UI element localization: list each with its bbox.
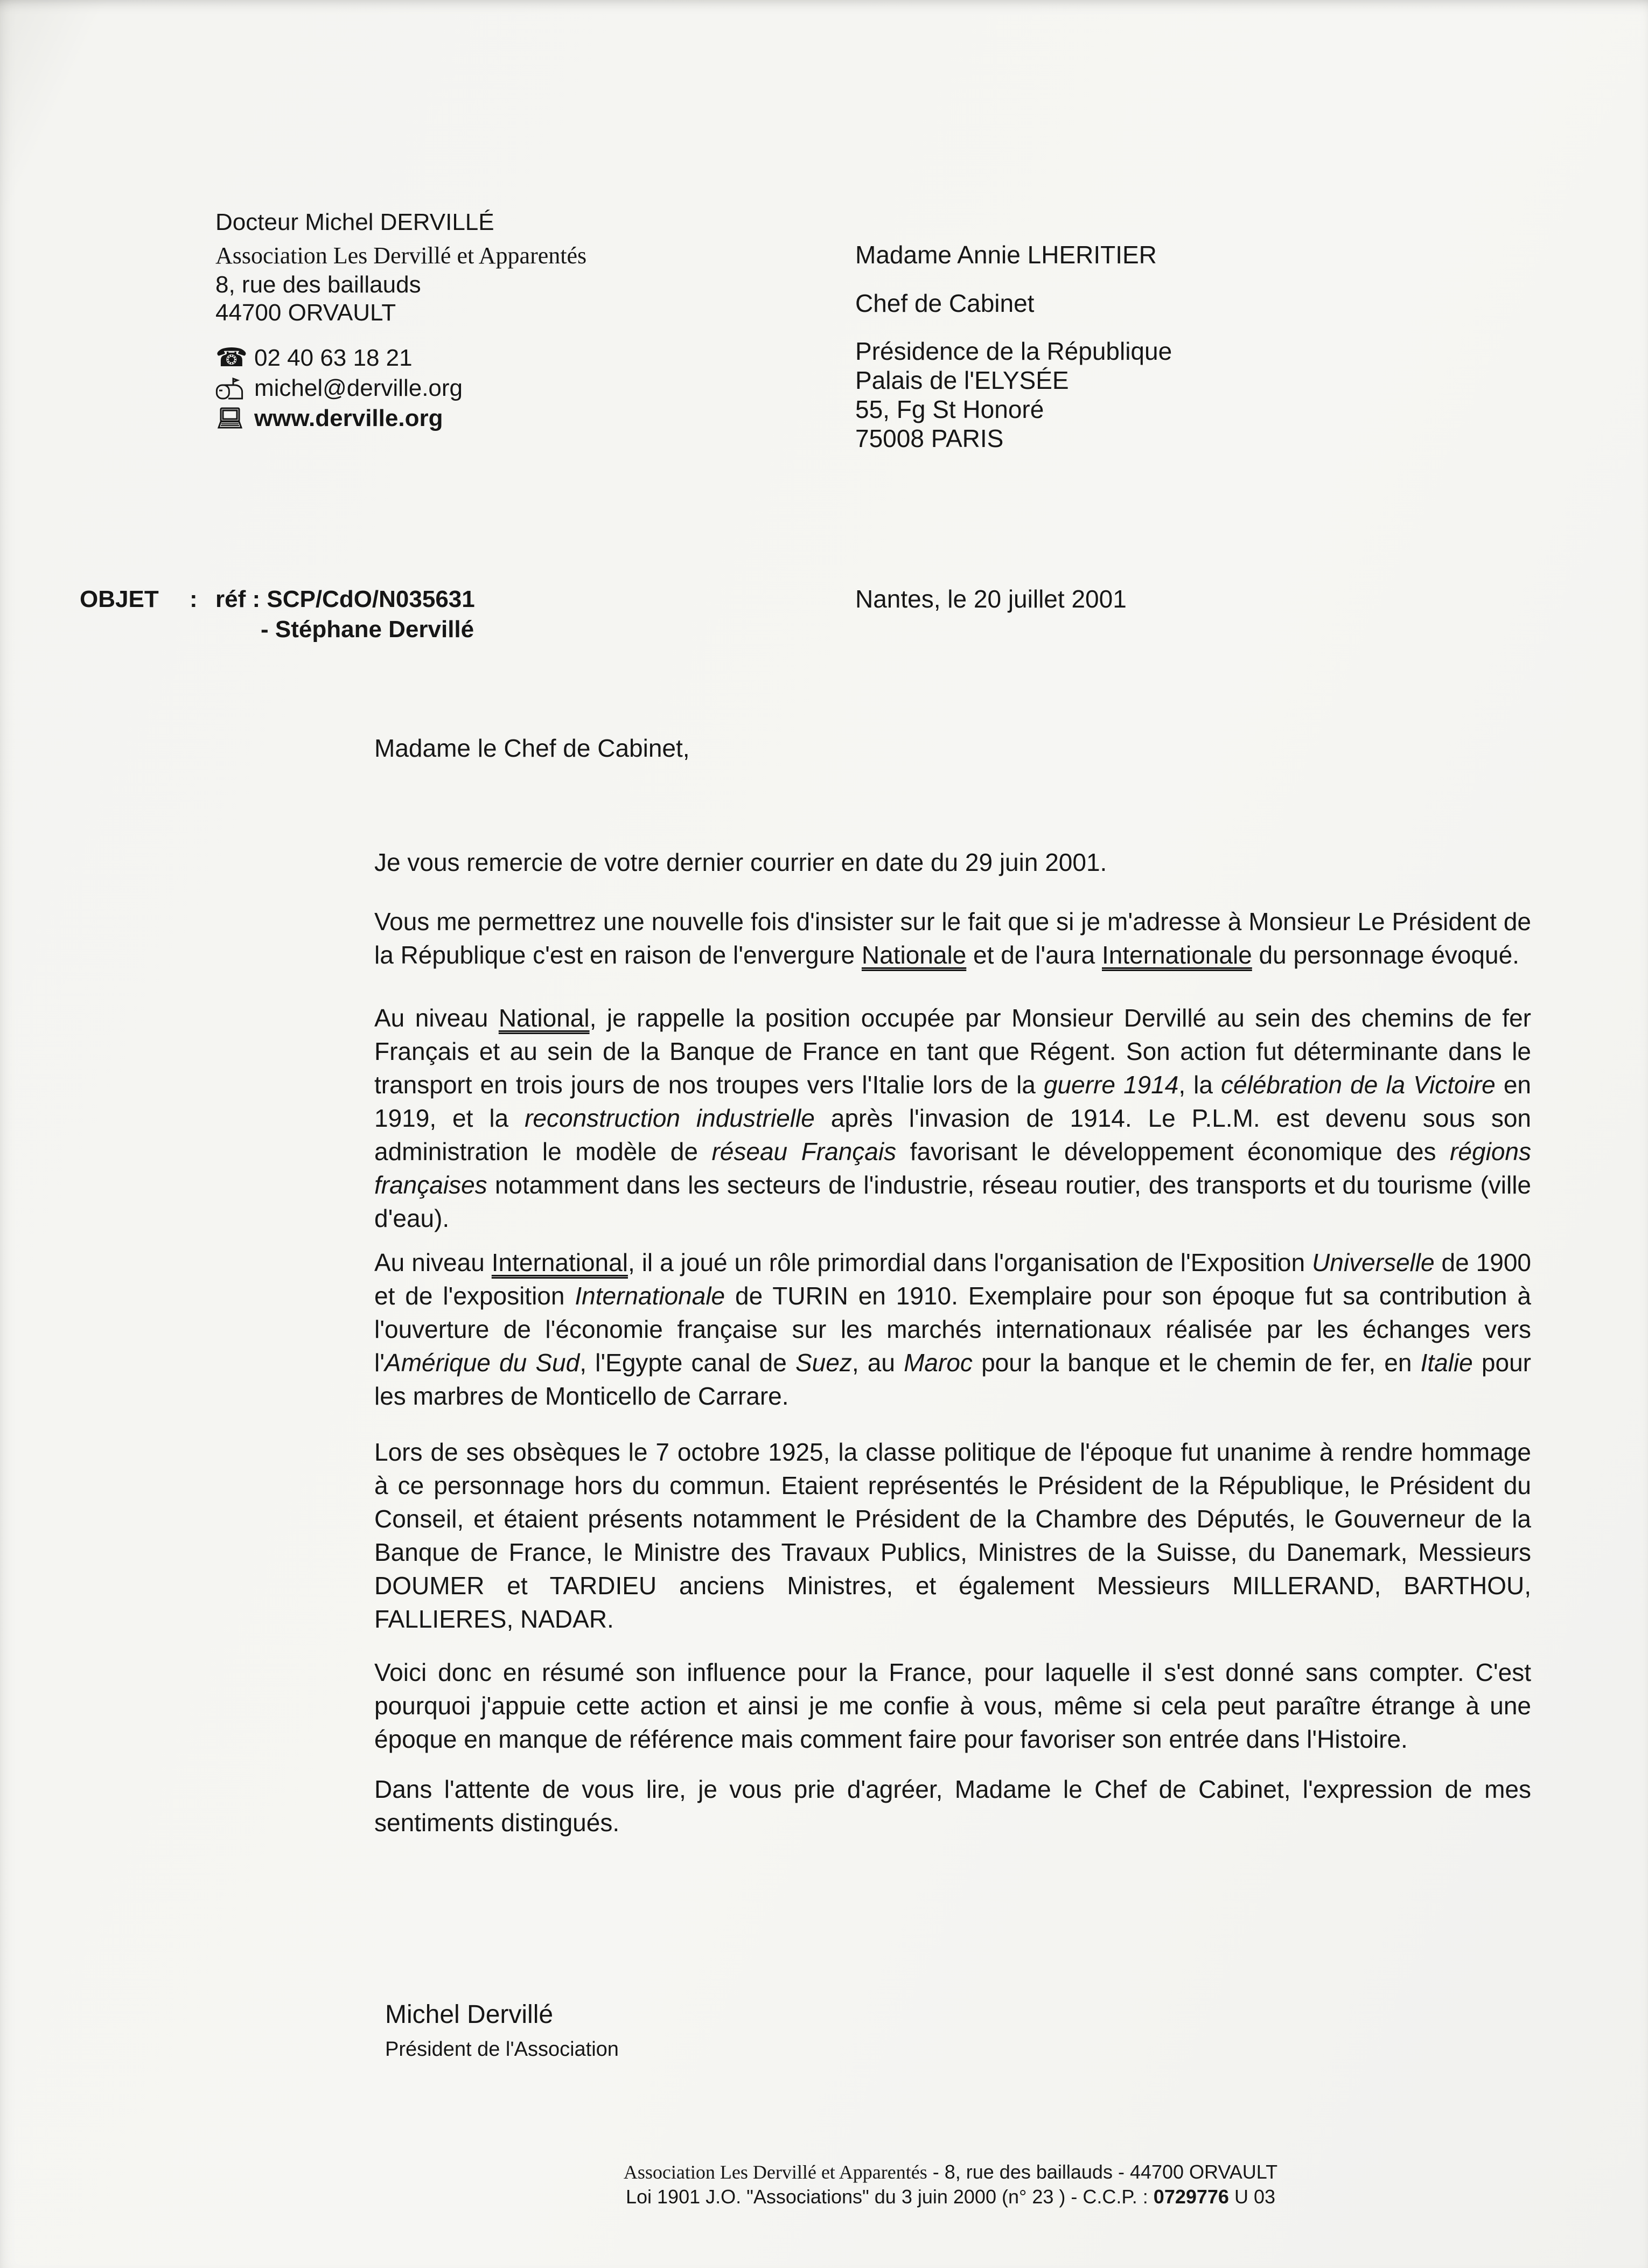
sender-website-row [215, 403, 586, 434]
sender-organization: Association Les Dervillé et Apparentés [215, 242, 587, 269]
subject-reference-line1: réf : SCP/CdO/N035631 [215, 586, 475, 612]
paragraph: Au niveau National, je rappelle la position occupée par Monsieur Dervillé au sein des chemins de fer Français et au sein de la Banque de France en tant que Régent. Son action fut déterminante dans le transport en trois jours de nos troupes vers l'Italie lors de la guerre 1914, la célébration de la Victoire en 1919, et la reconstruction industrielle après l'invasion de 1914. Le P.L.M. est devenu sous son administration le modèle de réseau Français favorisant le développement économique des régions françaises notamment dans les secteurs de l'industrie, réseau routier, des transports et du tourisme (ville d'eau). [374, 1004, 1532, 1232]
subject-colon: : [190, 586, 198, 612]
phone-icon: ☎ [215, 344, 248, 372]
sender-email-row [215, 373, 586, 403]
recipient-block [855, 240, 1172, 453]
paragraph: Dans l'attente de vous lire, je vous prie d'agréer, Madame le Chef de Cabinet, l'expression de mes sentiments distingués. [374, 1775, 1531, 1837]
signature-role: Président de l'Association [385, 2038, 619, 2061]
subject-label: OBJET [80, 586, 159, 612]
spacer [855, 318, 1172, 337]
sender-address-line2: 44700 ORVAULT [215, 299, 396, 326]
computer-icon [215, 406, 254, 431]
footer-line1: Association Les Dervillé et Apparentés - 8, rue des baillauds - 44700 ORVAULT [623, 2161, 1278, 2183]
subject-reference-line2: - Stéphane Dervillé [261, 616, 474, 643]
footer-line2: Loi 1901 J.O. "Associations" du 3 juin 2000 (n° 23 ) - C.C.P. : 0729776 U 03 [625, 2186, 1275, 2208]
letter-footer [345, 2160, 1556, 2209]
sender-email: michel@derville.org [254, 375, 463, 401]
mailbox-icon [215, 376, 254, 401]
recipient-name: Madame Annie LHERITIER [855, 241, 1157, 269]
sender-phone: 02 40 63 18 21 [254, 345, 413, 371]
sender-address-line1: 8, rue des baillauds [215, 271, 421, 298]
paragraph: Voici donc en résumé son influence pour la France, pour laquelle il s'est donné sans compter. C'est pourquoi j'appuie cette action et ainsi je me confie à vous, même si cela peut paraître étrange à une époque en manque de référence mais comment faire pour favoriser son entrée dans l'Histoire. [374, 1658, 1531, 1753]
salutation: Madame le Chef de Cabinet, [374, 734, 690, 762]
signature-name: Michel Dervillé [385, 2000, 554, 2029]
sender-contact-block [215, 343, 586, 434]
recipient-address-line3: 75008 PARIS [855, 424, 1004, 452]
paragraph: Vous me permettrez une nouvelle fois d'insister sur le fait que si je m'adresse à Monsieur Le Président de la République c'est en raison de l'envergure Nationale et de l'aura Internationale du personnage évoqué. [374, 908, 1531, 969]
spacer [855, 270, 1172, 288]
recipient-address-line2: 55, Fg St Honoré [855, 395, 1044, 423]
subject-block [80, 584, 475, 645]
sender-website: www.derville.org [254, 405, 443, 431]
paragraph: Lors de ses obsèques le 7 octobre 1925, la classe politique de l'époque fut unanime à rendre hommage à ce personnage hors du commun. Etaient représentés le Président de la République, le Président du Conseil, et étaient présents notamment le Président de la Chambre des Députés, le Gouverneur de la Banque de France, le Ministre des Travaux Publics, Ministres de la Suisse, du Danemark, Messieurs DOUMER et TARDIEU anciens Ministres, et également Messieurs MILLERAND, BARTHOU, FALLIERES, NADAR. [374, 1438, 1531, 1633]
paragraph: Au niveau International, il a joué un rôle primordial dans l'organisation de l'Exposition Universelle de 1900 et de l'exposition Internationale de TURIN en 1910. Exemplaire pour son époque fut sa contribution à l'ouverture de l'économie française sur les marchés internationaux réalisée par les échanges vers l'Amérique du Sud, l'Egypte canal de Suez, au Maroc pour la banque et le chemin de fer, en Italie pour les marbres de Monticello de Carrare. [374, 1248, 1531, 1410]
dateline: Nantes, le 20 juillet 2001 [855, 585, 1127, 613]
signature-block [385, 1999, 619, 2063]
recipient-title: Chef de Cabinet [855, 289, 1035, 317]
recipient-organization: Présidence de la République [855, 337, 1172, 365]
sender-phone-row [215, 343, 586, 373]
paragraph: Je vous remercie de votre dernier courrier en date du 29 juin 2001. [374, 848, 1107, 876]
subject-reference [215, 584, 475, 645]
letter-body [374, 731, 1531, 1839]
sender-block [215, 207, 586, 434]
sender-name: Docteur Michel DERVILLÉ [215, 209, 494, 235]
recipient-address-line1: Palais de l'ELYSÉE [855, 366, 1069, 394]
